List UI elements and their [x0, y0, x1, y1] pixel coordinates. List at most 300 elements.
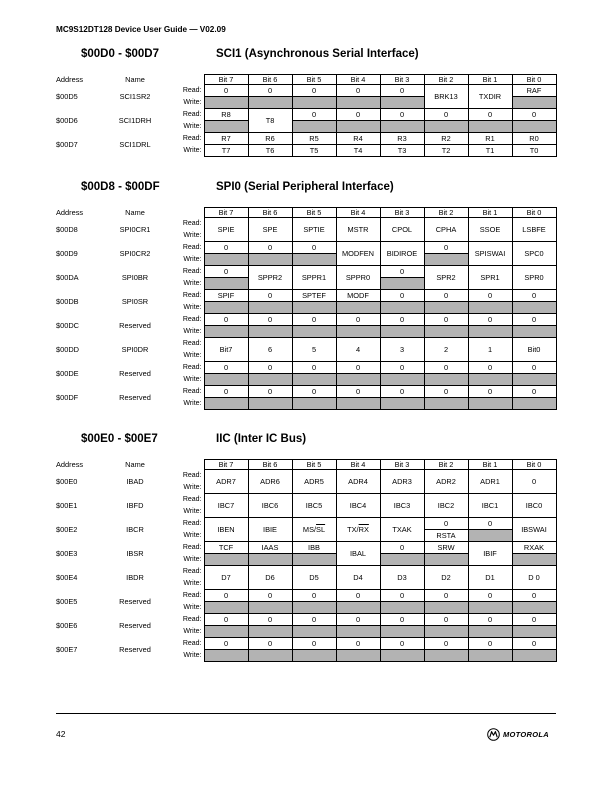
register-bit-write-cell: [204, 302, 248, 314]
register-bit-write-cell: [380, 278, 424, 290]
register-bit-cell: D7: [204, 566, 248, 590]
register-bit-cell: IBC7: [204, 494, 248, 518]
register-bit-write-cell: [468, 650, 512, 662]
register-bit-cell: 0: [424, 590, 468, 602]
register-bit-write-cell: [204, 254, 248, 266]
bit-column-header: Bit 2: [424, 460, 468, 470]
register-bit-write-cell: [512, 398, 556, 410]
register-bit-cell: 0: [204, 362, 248, 374]
register-address: $00DF: [56, 393, 79, 402]
register-bit-cell: SPR1: [468, 266, 512, 290]
register-address: $00D6: [56, 116, 78, 125]
register-bit-cell: IBC3: [380, 494, 424, 518]
register-bit-cell: ADR7: [204, 470, 248, 494]
register-bit-cell: 0: [204, 242, 248, 254]
write-label: Write:: [183, 579, 202, 587]
register-address: $00E1: [56, 501, 78, 510]
motorola-logo-icon: [487, 728, 500, 741]
register-bit-cell: TXDIR: [468, 85, 512, 109]
register-bit-write-cell: [468, 121, 512, 133]
write-label: Write:: [183, 531, 202, 539]
register-bit-cell: 0: [380, 386, 424, 398]
bit-column-header: Bit 4: [336, 75, 380, 85]
write-label: Write:: [183, 231, 202, 239]
register-bit-write-cell: [336, 602, 380, 614]
register-bit-cell: ADR1: [468, 470, 512, 494]
register-bit-write-cell: [380, 554, 424, 566]
register-bit-write-cell: [248, 602, 292, 614]
write-label: Write:: [183, 303, 202, 311]
register-bit-write-cell: [512, 650, 556, 662]
register-bit-cell: R8: [204, 109, 248, 121]
register-address: $00E5: [56, 597, 78, 606]
register-read-row: [56, 386, 556, 398]
register-bit-write-cell: [468, 302, 512, 314]
register-address: $00E0: [56, 477, 78, 486]
register-bit-cell: 0: [248, 614, 292, 626]
read-label: Read:: [182, 219, 202, 227]
register-bit-cell: 0: [336, 386, 380, 398]
register-bit-cell: 0: [380, 362, 424, 374]
register-bit-write-cell: [248, 374, 292, 386]
register-table: [56, 459, 557, 662]
register-bit-cell: RXAK: [512, 542, 556, 554]
register-name: Reserved: [119, 321, 151, 330]
register-name: SPI0BR: [121, 273, 149, 282]
address-column-header: Address: [56, 208, 84, 217]
section-address-range: $00D0 - $00D7: [81, 48, 159, 60]
register-bit-write-cell: [204, 278, 248, 290]
write-label: Write:: [183, 146, 202, 154]
page-number: 42: [56, 729, 66, 739]
bit-column-header: Bit 6: [248, 460, 292, 470]
brand-name: MOTOROLA: [503, 730, 550, 739]
register-bit-cell: R3: [380, 133, 424, 145]
write-label: Write:: [183, 122, 202, 130]
section-iic: [56, 433, 556, 662]
register-bit-cell: 0: [424, 290, 468, 302]
register-bit-cell: 0: [336, 85, 380, 97]
register-bit-write-cell: [292, 302, 336, 314]
bit-column-header: Bit 3: [380, 75, 424, 85]
register-name: Reserved: [119, 645, 151, 654]
register-address: $00E7: [56, 645, 78, 654]
register-name: SPI0CR1: [119, 225, 151, 234]
register-bit-cell: MODFEN: [336, 242, 380, 266]
register-bit-cell: 0: [248, 386, 292, 398]
register-bit-write-cell: [512, 626, 556, 638]
register-bit-cell: CPHA: [424, 218, 468, 242]
register-bit-cell: 0: [292, 386, 336, 398]
bit-column-header: Bit 5: [292, 460, 336, 470]
register-bit-cell: 0: [248, 590, 292, 602]
register-bit-write-cell: [468, 530, 512, 542]
register-bit-write-cell: [468, 374, 512, 386]
read-label: Read:: [182, 339, 202, 347]
register-bit-write-cell: [424, 554, 468, 566]
register-address: $00D5: [56, 92, 78, 101]
register-bit-write-cell: [248, 650, 292, 662]
register-bit-cell: SRW: [424, 542, 468, 554]
register-bit-cell: IBB: [292, 542, 336, 554]
register-bit-write-cell: [424, 254, 468, 266]
register-bit-cell: BIDIROE: [380, 242, 424, 266]
register-bit-write-cell: [380, 626, 424, 638]
register-address: $00D8: [56, 225, 78, 234]
rw-column-header: [162, 460, 204, 470]
register-address: $00D7: [56, 140, 78, 149]
register-bit-cell: IBC6: [248, 494, 292, 518]
register-bit-write-cell: T4: [336, 145, 380, 157]
register-bit-write-cell: [248, 302, 292, 314]
write-label: Write:: [183, 98, 202, 106]
register-bit-cell: ADR4: [336, 470, 380, 494]
write-label: Write:: [183, 651, 202, 659]
register-bit-cell: SPC0: [512, 242, 556, 266]
bit-column-header: Bit 1: [468, 460, 512, 470]
register-name: IBCR: [126, 525, 144, 534]
register-bit-write-cell: [336, 121, 380, 133]
bit-column-header: Bit 3: [380, 208, 424, 218]
register-bit-write-cell: [292, 626, 336, 638]
register-bit-write-cell: [424, 374, 468, 386]
register-bit-cell: IAAS: [248, 542, 292, 554]
register-bit-write-cell: [380, 302, 424, 314]
register-name: SCI1DRH: [118, 116, 152, 125]
register-bit-write-cell: [292, 398, 336, 410]
register-read-row: [56, 542, 556, 554]
section-title: [56, 433, 556, 451]
read-label: Read:: [182, 567, 202, 575]
register-bit-cell: SPR0: [512, 266, 556, 290]
register-bit-cell: D1: [468, 566, 512, 590]
register-bit-cell: 0: [512, 109, 556, 121]
register-bit-write-cell: [380, 650, 424, 662]
register-bit-cell: 0: [380, 109, 424, 121]
register-bit-cell: R7: [204, 133, 248, 145]
register-bit-cell: 1: [468, 338, 512, 362]
register-bit-write-cell: [512, 554, 556, 566]
register-name: IBAD: [126, 477, 144, 486]
read-label: Read:: [182, 363, 202, 371]
register-bit-cell: Bit0: [512, 338, 556, 362]
register-name: SPI0CR2: [119, 249, 151, 258]
register-bit-write-cell: T2: [424, 145, 468, 157]
register-name: IBSR: [126, 549, 144, 558]
register-bit-cell: 0: [336, 314, 380, 326]
bit-column-header: Bit 5: [292, 75, 336, 85]
register-bit-write-cell: T0: [512, 145, 556, 157]
address-column-header: Address: [56, 75, 84, 84]
register-name: SCI1SR2: [119, 92, 151, 101]
register-bit-cell: 0: [380, 266, 424, 278]
register-address: $00DB: [56, 297, 79, 306]
register-address: $00DE: [56, 369, 79, 378]
register-bit-cell: 0: [204, 590, 248, 602]
register-bit-write-cell: [248, 326, 292, 338]
register-bit-cell: R4: [336, 133, 380, 145]
register-bit-write-cell: T3: [380, 145, 424, 157]
register-bit-cell: SSOE: [468, 218, 512, 242]
register-bit-write-cell: RSTA: [424, 530, 468, 542]
register-address: $00E6: [56, 621, 78, 630]
register-bit-write-cell: [292, 554, 336, 566]
bit-column-header: Bit 2: [424, 75, 468, 85]
register-bit-cell: IBC2: [424, 494, 468, 518]
register-bit-cell: 0: [380, 314, 424, 326]
register-bit-cell: 0: [468, 362, 512, 374]
register-name: IBFD: [126, 501, 144, 510]
register-bit-cell: 0: [292, 362, 336, 374]
register-bit-cell: D6: [248, 566, 292, 590]
register-bit-cell: 0: [204, 85, 248, 97]
write-label: Write:: [183, 375, 202, 383]
register-bit-cell: 0: [292, 590, 336, 602]
register-name: IBDR: [126, 573, 144, 582]
register-bit-cell: 0: [336, 109, 380, 121]
register-bit-cell: SPR2: [424, 266, 468, 290]
write-label: Write:: [183, 327, 202, 335]
footer-brand: [487, 728, 549, 741]
bit-column-header: Bit 0: [512, 75, 556, 85]
name-column-header: Name: [125, 208, 145, 217]
read-label: Read:: [182, 110, 202, 118]
register-read-row: [56, 470, 556, 482]
register-bit-write-cell: [380, 398, 424, 410]
read-label: Read:: [182, 243, 202, 251]
bit-column-header: Bit 7: [204, 75, 248, 85]
register-bit-write-cell: [336, 302, 380, 314]
read-label: Read:: [182, 543, 202, 551]
section-name: IIC (Inter IC Bus): [216, 433, 307, 445]
register-bit-cell: 0: [336, 362, 380, 374]
register-bit-write-cell: [292, 97, 336, 109]
register-bit-cell: ADR6: [248, 470, 292, 494]
register-bit-cell: 0: [468, 386, 512, 398]
register-name: Reserved: [119, 597, 151, 606]
register-bit-cell: 0: [204, 614, 248, 626]
register-bit-cell: IBIF: [468, 542, 512, 566]
register-bit-cell: 0: [292, 638, 336, 650]
write-label: Write:: [183, 507, 202, 515]
register-read-row: [56, 218, 556, 230]
register-read-row: [56, 266, 556, 278]
register-bit-write-cell: T6: [248, 145, 292, 157]
register-bit-cell: IBAL: [336, 542, 380, 566]
register-bit-cell: R6: [248, 133, 292, 145]
register-bit-write-cell: [204, 398, 248, 410]
register-bit-cell: 0: [380, 590, 424, 602]
register-bit-write-cell: [424, 602, 468, 614]
register-bit-write-cell: [292, 374, 336, 386]
register-bit-cell: 4: [336, 338, 380, 362]
register-bit-write-cell: [204, 602, 248, 614]
read-label: Read:: [182, 387, 202, 395]
register-name: SPI0DR: [121, 345, 149, 354]
register-read-row: [56, 85, 556, 97]
register-address: $00DC: [56, 321, 80, 330]
bit-column-header: Bit 7: [204, 460, 248, 470]
read-label: Read:: [182, 267, 202, 275]
register-bit-cell: 0: [512, 638, 556, 650]
register-bit-cell: LSBFE: [512, 218, 556, 242]
register-bit-cell: 0: [424, 109, 468, 121]
register-bit-cell: 0: [424, 638, 468, 650]
register-bit-write-cell: [248, 254, 292, 266]
write-label: Write:: [183, 483, 202, 491]
bit-column-header: Bit 3: [380, 460, 424, 470]
bit-column-header: Bit 0: [512, 208, 556, 218]
register-bit-cell: D2: [424, 566, 468, 590]
register-bit-write-cell: T1: [468, 145, 512, 157]
register-bit-cell: $TX/\overline{RX}$: [336, 518, 380, 542]
bit-column-header: Bit 2: [424, 208, 468, 218]
register-bit-cell: 0: [380, 638, 424, 650]
register-bit-cell: 0: [204, 638, 248, 650]
register-bit-cell: 0: [512, 362, 556, 374]
section-name: SCI1 (Asynchronous Serial Interface): [216, 48, 419, 60]
read-label: Read:: [182, 315, 202, 323]
rw-column-header: [162, 208, 204, 218]
register-bit-cell: D4: [336, 566, 380, 590]
register-bit-write-cell: [468, 626, 512, 638]
rw-column-header: [162, 75, 204, 85]
register-bit-cell: 0: [512, 314, 556, 326]
register-address: $00E4: [56, 573, 78, 582]
register-name: Reserved: [119, 393, 151, 402]
register-bit-write-cell: [512, 326, 556, 338]
register-table: [56, 207, 557, 410]
register-name: Reserved: [119, 621, 151, 630]
header-row: [56, 208, 556, 218]
register-bit-cell: ADR5: [292, 470, 336, 494]
register-bit-write-cell: [380, 97, 424, 109]
register-bit-write-cell: [424, 398, 468, 410]
register-bit-write-cell: [424, 650, 468, 662]
register-bit-write-cell: [468, 602, 512, 614]
register-bit-write-cell: [336, 326, 380, 338]
register-bit-cell: 0: [248, 638, 292, 650]
read-label: Read:: [182, 615, 202, 623]
register-read-row: [56, 638, 556, 650]
register-bit-cell: 0: [512, 290, 556, 302]
register-read-row: [56, 518, 556, 530]
name-column-header: Name: [125, 75, 145, 84]
register-bit-write-cell: [380, 326, 424, 338]
register-bit-cell: IBC5: [292, 494, 336, 518]
register-bit-cell: 0: [468, 614, 512, 626]
register-bit-write-cell: [424, 326, 468, 338]
register-address: $00DD: [56, 345, 80, 354]
register-bit-write-cell: [248, 97, 292, 109]
register-bit-write-cell: [204, 626, 248, 638]
bit-column-header: Bit 4: [336, 460, 380, 470]
bit-column-header: Bit 6: [248, 75, 292, 85]
register-bit-write-cell: [380, 602, 424, 614]
register-bit-cell: 0: [424, 386, 468, 398]
register-bit-write-cell: [248, 626, 292, 638]
register-bit-cell: 0: [292, 85, 336, 97]
register-bit-write-cell: [512, 121, 556, 133]
register-bit-cell: 0: [248, 242, 292, 254]
read-label: Read:: [182, 519, 202, 527]
register-bit-write-cell: [424, 302, 468, 314]
register-bit-cell: CPOL: [380, 218, 424, 242]
register-address: $00E3: [56, 549, 78, 558]
register-bit-cell: 0: [380, 614, 424, 626]
register-bit-cell: 0: [248, 314, 292, 326]
register-bit-write-cell: T7: [204, 145, 248, 157]
register-bit-cell: SPPR1: [292, 266, 336, 290]
register-bit-write-cell: [336, 650, 380, 662]
register-bit-write-cell: [512, 602, 556, 614]
register-bit-cell: 0: [468, 638, 512, 650]
register-bit-cell: IBC0: [512, 494, 556, 518]
register-read-row: [56, 566, 556, 578]
register-bit-cell: IBC1: [468, 494, 512, 518]
bit-column-header: Bit 7: [204, 208, 248, 218]
register-address: $00DA: [56, 273, 79, 282]
section-sci1: [56, 48, 556, 157]
register-bit-write-cell: [204, 650, 248, 662]
register-bit-write-cell: [204, 554, 248, 566]
register-bit-cell: IBIE: [248, 518, 292, 542]
register-table: [56, 74, 557, 157]
register-bit-write-cell: [512, 97, 556, 109]
name-column-header: Name: [125, 460, 145, 469]
register-read-row: [56, 109, 556, 121]
register-bit-write-cell: [204, 97, 248, 109]
register-bit-cell: TCF: [204, 542, 248, 554]
bit-column-header: Bit 0: [512, 460, 556, 470]
register-bit-cell: 0: [248, 85, 292, 97]
register-bit-cell: 0: [468, 290, 512, 302]
register-bit-cell: $MS/\overline{SL}$: [292, 518, 336, 542]
register-bit-cell: 0: [512, 590, 556, 602]
bit-column-header: Bit 6: [248, 208, 292, 218]
bit-column-header: Bit 4: [336, 208, 380, 218]
register-bit-cell: T8: [248, 109, 292, 133]
register-bit-cell: 0: [424, 518, 468, 530]
register-bit-cell: ADR2: [424, 470, 468, 494]
register-bit-cell: 0: [292, 314, 336, 326]
register-bit-cell: 2: [424, 338, 468, 362]
read-label: Read:: [182, 134, 202, 142]
register-name: Reserved: [119, 369, 151, 378]
register-bit-write-cell: [292, 254, 336, 266]
register-bit-write-cell: [512, 302, 556, 314]
register-bit-cell: SPIF: [204, 290, 248, 302]
register-bit-cell: 5: [292, 338, 336, 362]
register-read-row: [56, 133, 556, 145]
register-bit-write-cell: [424, 121, 468, 133]
register-bit-write-cell: [380, 121, 424, 133]
register-bit-write-cell: [336, 626, 380, 638]
bit-column-header: Bit 1: [468, 75, 512, 85]
bit-column-header: Bit 5: [292, 208, 336, 218]
register-bit-cell: 0: [292, 614, 336, 626]
register-bit-cell: 3: [380, 338, 424, 362]
register-bit-write-cell: [424, 626, 468, 638]
register-read-row: [56, 494, 556, 506]
register-bit-cell: 0: [468, 314, 512, 326]
register-bit-write-cell: [336, 97, 380, 109]
register-read-row: [56, 290, 556, 302]
write-label: Write:: [183, 351, 202, 359]
register-bit-write-cell: [292, 326, 336, 338]
register-bit-cell: MODF: [336, 290, 380, 302]
register-bit-write-cell: [248, 554, 292, 566]
